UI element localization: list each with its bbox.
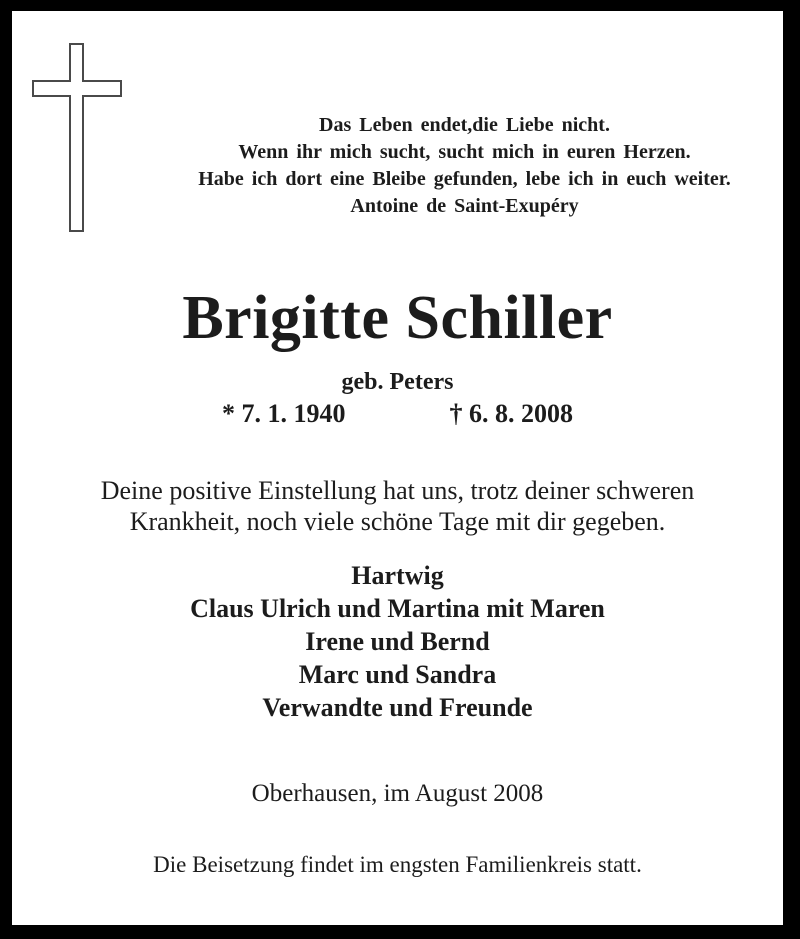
condolence-message-line: Krankheit, noch viele schöne Tage mit dir gegeben. [129, 507, 666, 536]
condolence-message-line: Deine positive Einstellung hat uns, trotz deiner schweren [100, 476, 695, 505]
mourner-name: Verwandte und Freunde [262, 693, 533, 722]
quote-line: Habe ich dort eine Bleibe gefunden, lebe ich in euch weiter. [198, 168, 731, 190]
mourner-name: Irene und Bernd [305, 627, 490, 656]
mourners-list [12, 559, 783, 724]
memorial-quote [152, 112, 777, 220]
maiden-name: geb. Peters [341, 369, 454, 395]
quote-line: Das Leben endet,die Liebe nicht. [319, 114, 610, 136]
mourner-name: Hartwig [351, 561, 444, 590]
quote-author: Antoine de Saint-Exupéry [350, 195, 579, 217]
birth-date: * 7. 1. 1940 [222, 399, 346, 428]
quote-line: Wenn ihr mich sucht, sucht mich in euren Herzen. [238, 141, 691, 163]
funeral-notice: Die Beisetzung findet im engsten Familienkreis statt. [153, 852, 642, 877]
condolence-message [12, 475, 783, 537]
life-dates [12, 399, 783, 429]
memorial-cross-icon [32, 43, 122, 232]
place-date: Oberhausen, im August 2008 [251, 780, 544, 807]
obituary-card [12, 11, 783, 925]
mourner-name: Claus Ulrich und Martina mit Maren [190, 594, 605, 623]
death-date: † 6. 8. 2008 [449, 399, 573, 428]
deceased-name: Brigitte Schiller [182, 284, 613, 352]
mourner-name: Marc und Sandra [298, 660, 497, 689]
